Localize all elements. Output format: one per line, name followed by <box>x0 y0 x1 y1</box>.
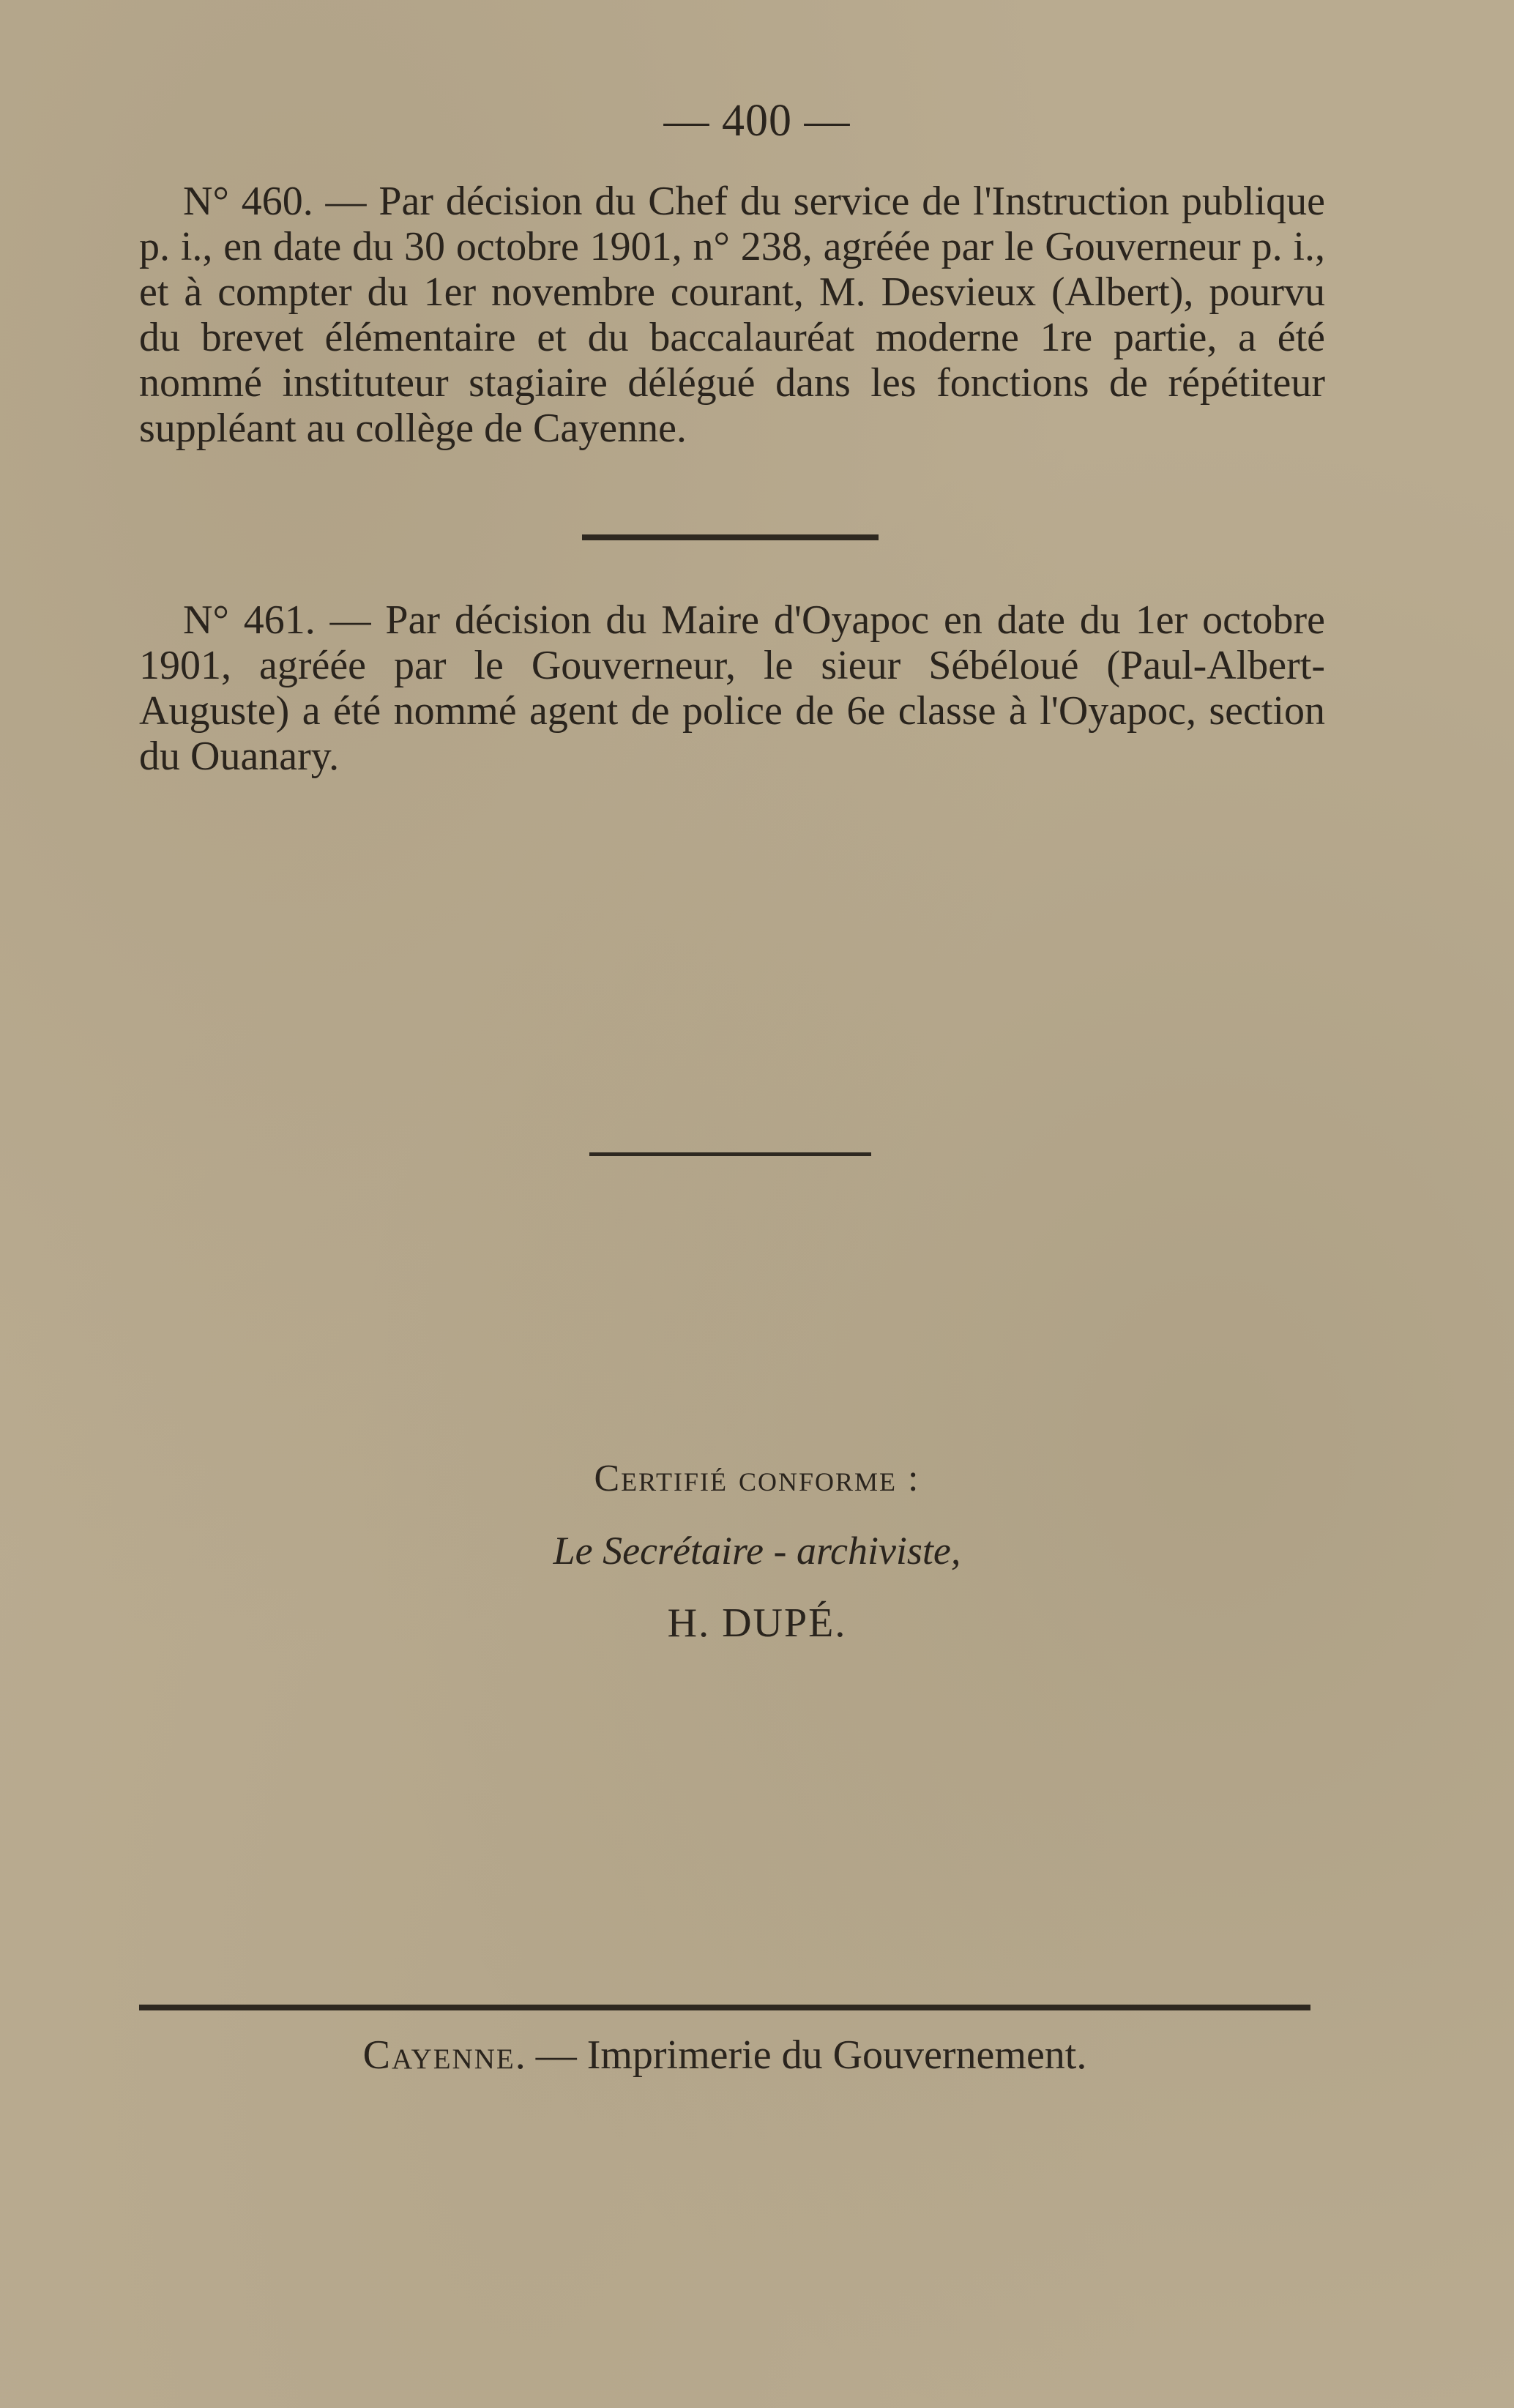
article-460 <box>139 179 1325 451</box>
page-number: — 400 — <box>663 96 851 146</box>
section-divider <box>582 534 879 540</box>
certification-block <box>0 1457 1514 1647</box>
imprint-printer: Imprimerie du Gouvernement. <box>586 2032 1087 2078</box>
imprint-city: Cayenne <box>362 2032 515 2078</box>
footer-rule <box>139 2005 1310 2010</box>
article-461 <box>139 597 1325 779</box>
imprint-separator: . — <box>515 2032 577 2078</box>
article-text: N° 461. — Par décision du Maire d'Oyapoc en date du 1er octobre 1901, agréée par le Gouverneur, le sieur Sébéloué (Paul-Albert-Auguste) a été nommé agent de police de 6e classe à l'Oyapoc, section du Ouanary. <box>139 597 1325 779</box>
certification-heading: Certifié conforme : <box>594 1458 920 1499</box>
signatory-name: H. DUPÉ. <box>667 1600 847 1646</box>
printer-imprint <box>139 2032 1310 2079</box>
signatory-role: Le Secrétaire - archiviste, <box>553 1529 961 1573</box>
section-divider <box>589 1152 871 1156</box>
article-text: N° 460. — Par décision du Chef du service de l'Instruction publique p. i., en date du 30 octobre 1901, n° 238, agréée par le Gouverneur p. i., et à compter du 1er novembre courant, M. Desvieux (Albert), pourvu du brevet élémentaire et du baccalauréat moderne 1re partie, a été nommé instituteur stagiaire délégué dans les fonctions de répétiteur suppléant au collège de Cayenne. <box>139 179 1325 451</box>
